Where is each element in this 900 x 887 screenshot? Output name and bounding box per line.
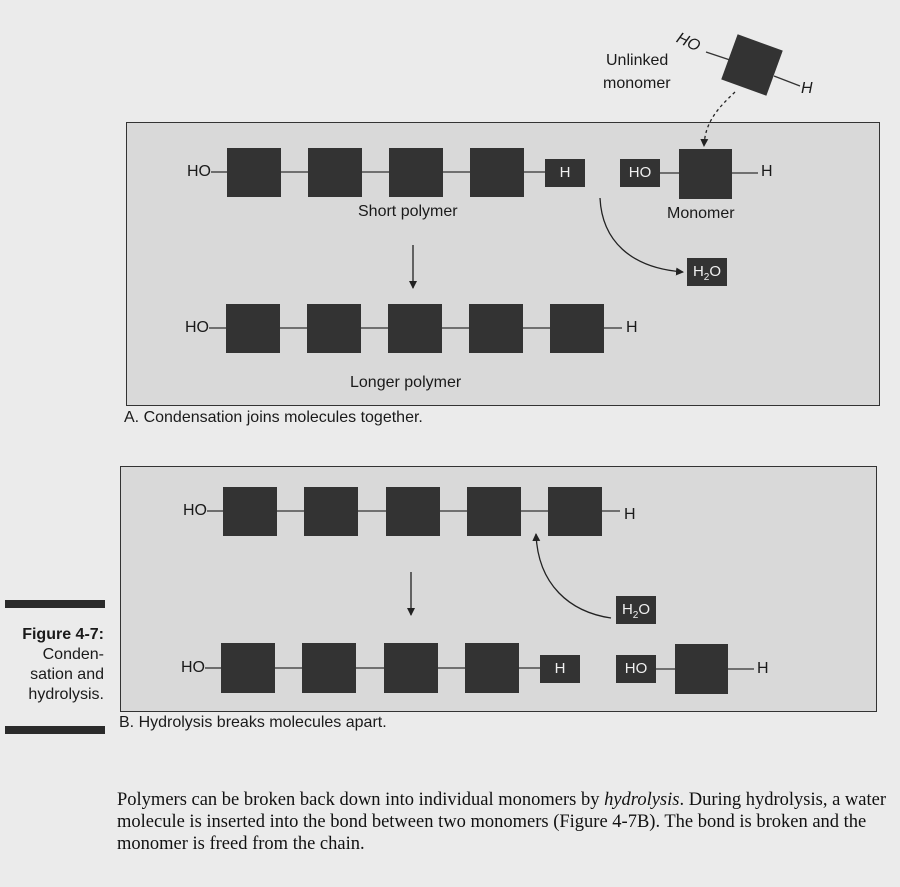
panel-a-water-sub: 2 — [703, 272, 710, 283]
figure-caption — [22, 625, 104, 705]
unlinked-ho-bond — [706, 52, 730, 60]
unlinked-monomer-square — [721, 34, 783, 96]
unlinked-label-line2: monomer — [603, 75, 671, 92]
water-insert-arrow — [536, 534, 611, 618]
panel-b-water-o: O — [638, 601, 651, 618]
monomer-ho-end: HO — [620, 159, 660, 187]
body-text-after: . During hydrolysis, a water molecule is inserted into the bond between two monomers (Figure 4-7B). The bond is broken and the monomer is freed from the chain. — [117, 790, 887, 854]
panel-a-water-h: H — [692, 263, 704, 280]
short-polymer-h-end: H — [545, 159, 585, 187]
body-emphasis: hydrolysis — [604, 790, 680, 810]
panel-b-h-top: H — [624, 506, 636, 523]
body-text-before: Polymers can be broken back down into individual monomers by — [117, 790, 605, 810]
monomer-label: Monomer — [667, 205, 735, 222]
short-polymer-label: Short polymer — [358, 203, 458, 220]
figure-caption-line-2: sation and — [30, 666, 104, 683]
unlinked-h-label: H — [801, 80, 813, 97]
unlinked-label-line1: Unlinked — [606, 52, 669, 69]
monomer-h-label: H — [761, 163, 773, 180]
unlinked-ho-label: HO — [673, 29, 703, 56]
panel-a-caption: A. Condensation joins molecules together. — [124, 409, 423, 426]
panel-b-water-sub: 2 — [632, 610, 639, 621]
panel-b-ho-top: HO — [183, 502, 207, 519]
figure-rule-top — [5, 600, 105, 608]
fragment-h-end: H — [540, 655, 580, 683]
unlinked-h-bond — [774, 76, 800, 86]
figure-number: Figure 4-7: — [22, 626, 104, 643]
panel-b-caption: B. Hydrolysis breaks molecules apart. — [119, 714, 387, 731]
panel-a-ho-bottom: HO — [185, 319, 209, 336]
panel-a-ho-top: HO — [187, 163, 211, 180]
figure-caption-line-3: hydrolysis. — [28, 686, 104, 703]
freed-monomer-h-label: H — [757, 660, 769, 677]
body-paragraph — [117, 789, 887, 855]
panel-a-water-o: O — [709, 263, 722, 280]
figure-rule-bottom — [5, 726, 105, 734]
water-release-arrow — [600, 198, 683, 272]
figure-caption-line-1: Conden- — [42, 646, 104, 663]
panel-b-ho-bottom: HO — [181, 659, 205, 676]
freed-monomer-ho-end: HO — [616, 655, 656, 683]
longer-polymer-h-label: H — [626, 319, 638, 336]
panel-b-water-h: H — [621, 601, 633, 618]
unlinked-arrow — [704, 92, 735, 146]
longer-polymer-label: Longer polymer — [350, 374, 462, 391]
